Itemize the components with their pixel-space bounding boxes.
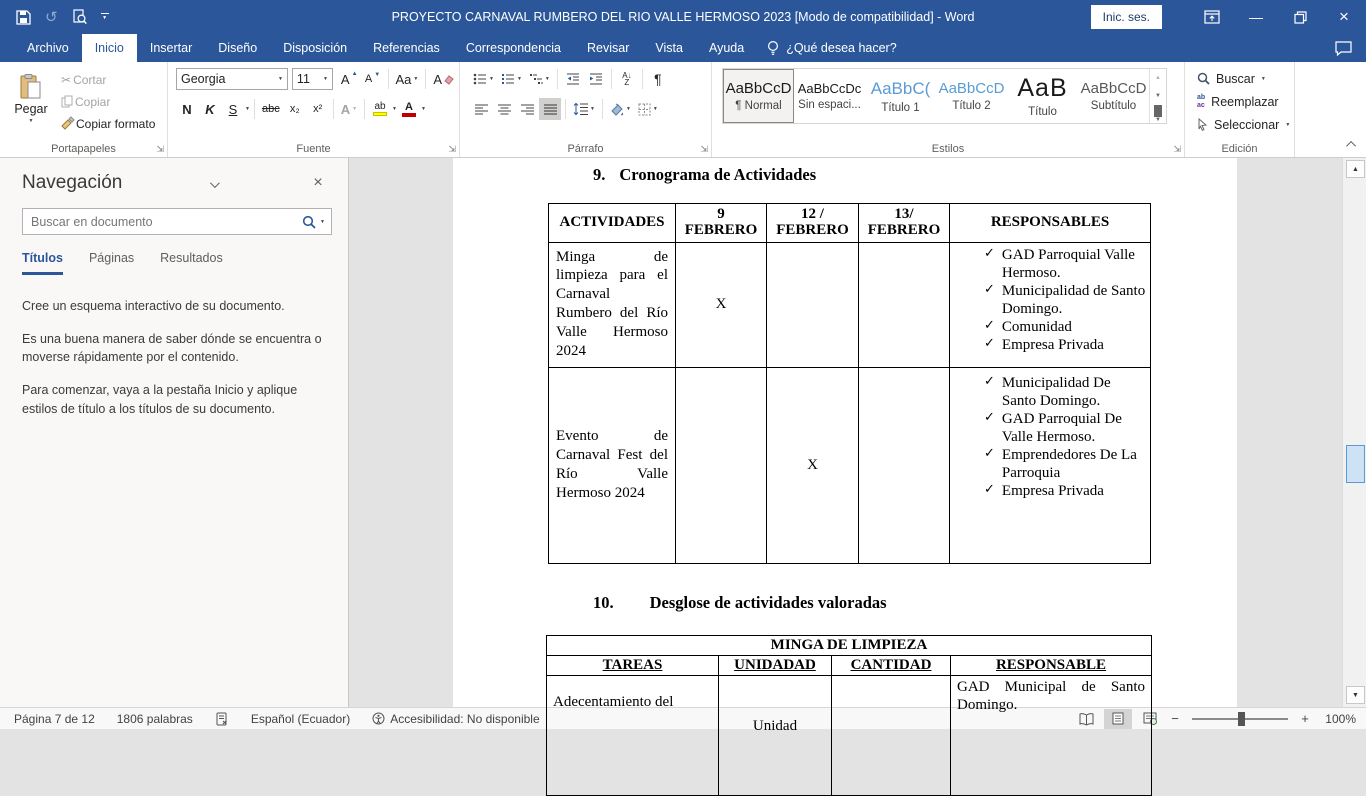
responsable-item: ✓ Comunidad bbox=[950, 318, 1146, 336]
word-count[interactable]: 1806 palabras bbox=[116, 711, 193, 726]
subscript-button[interactable]: x₂ bbox=[289, 103, 300, 115]
group-styles: AaBbCcD ¶ Normal AaBbCcDc Sin espaci... AaBbC( Título 1 AaBbCcD Título 2 AaB Título AaBbCcD Subtítulo ▲ ▼ ▼ Estilos ⇲ bbox=[712, 62, 1185, 157]
align-left-button[interactable] bbox=[470, 98, 492, 120]
line-spacing-icon bbox=[573, 103, 588, 115]
tab-correspondencia[interactable]: Correspondencia bbox=[465, 41, 562, 55]
ribbon-tab-bar bbox=[0, 34, 1366, 62]
underline-dropdown-icon[interactable]: ▼ bbox=[245, 106, 250, 112]
responsables-cell bbox=[950, 367, 1151, 563]
ribbon-display-options-icon[interactable] bbox=[1190, 0, 1234, 34]
tarea-cell: Adecentamiento del bbox=[547, 675, 719, 795]
col-unidadad: UNIDADAD bbox=[719, 655, 832, 675]
activity-cell: Minga de limpieza para el Carnaval Rumbero del Río Valle Hermoso 2024 bbox=[549, 242, 676, 367]
bullet-list-icon bbox=[473, 73, 487, 85]
section-9-heading: 9. Cronograma de Actividades bbox=[593, 165, 817, 184]
nav-hint-2: Es una buena manera de saber dónde se encuentra o moverse rápidamente por el contenido. bbox=[22, 332, 322, 365]
find-button[interactable]: Buscar ▼ bbox=[1197, 68, 1284, 89]
eraser-icon bbox=[444, 74, 454, 84]
copy-icon bbox=[61, 95, 73, 108]
quick-access-toolbar bbox=[0, 8, 200, 26]
tab-revisar[interactable]: Revisar bbox=[587, 41, 630, 55]
font-size-combo[interactable]: 11 ▼ bbox=[292, 68, 333, 90]
vertical-scrollbar[interactable] bbox=[1342, 158, 1366, 707]
font-color-swatch bbox=[402, 113, 416, 117]
minga-title: MINGA DE LIMPIEZA bbox=[547, 635, 1152, 655]
shading-button[interactable]: ▼ bbox=[607, 98, 634, 120]
group-font: Georgia ▼ 11 ▼ A ▲ A ▼ Aa ▼ A N K S ▼ abc x₂ x² A ▼ ab ▼ A ▼ Fuente ⇲ bbox=[168, 62, 460, 157]
col-responsable: RESPONSABLE bbox=[951, 655, 1152, 675]
table-row bbox=[547, 675, 1152, 795]
indent-icon bbox=[589, 73, 603, 85]
feb12-cell bbox=[767, 242, 859, 367]
tab-diseno[interactable]: Diseño bbox=[218, 41, 258, 55]
clipboard-icon bbox=[19, 74, 43, 100]
tab-insertar[interactable]: Insertar bbox=[149, 41, 193, 55]
replace-button[interactable]: ab ac Reemplazar bbox=[1197, 94, 1279, 109]
group-paragraph: ▼ ▼ ▼ A↓ Z ¶ ▼ ▼ ▼ Párrafo ⇲ bbox=[460, 62, 712, 157]
paint-bucket-icon bbox=[610, 103, 624, 116]
replace-icon: ab ac bbox=[1197, 94, 1206, 109]
select-button[interactable]: Seleccionar ▼ bbox=[1197, 114, 1284, 135]
format-painter-icon bbox=[61, 117, 74, 130]
multilevel-list-button[interactable]: ▼ bbox=[526, 68, 553, 90]
align-right-button[interactable] bbox=[516, 98, 538, 120]
table-header-row bbox=[549, 204, 1151, 243]
table-title-row bbox=[547, 635, 1152, 655]
cantidad-cell bbox=[832, 675, 951, 795]
title-bar bbox=[0, 0, 1366, 34]
cursor-arrow-icon bbox=[1197, 118, 1208, 131]
style-titulo-2[interactable]: AaBbCcD Título 2 bbox=[938, 80, 1005, 112]
strikethrough-button[interactable]: abc bbox=[261, 103, 280, 115]
navigation-options-chevron-icon[interactable] bbox=[199, 176, 227, 191]
show-marks-button[interactable]: ¶ bbox=[654, 71, 662, 87]
tab-vista[interactable]: Vista bbox=[655, 41, 683, 55]
cut-button[interactable]: ✂ Cortar bbox=[61, 72, 107, 87]
tab-disposicion[interactable]: Disposición bbox=[283, 41, 348, 55]
print-preview-icon[interactable] bbox=[72, 9, 87, 25]
close-button[interactable]: × bbox=[1339, 7, 1349, 26]
document-search-box[interactable] bbox=[22, 208, 332, 235]
font-dialog-launcher-icon[interactable]: ⇲ bbox=[448, 144, 456, 154]
styles-dialog-launcher-icon[interactable]: ⇲ bbox=[1173, 144, 1181, 154]
format-painter-button[interactable]: Copiar formato bbox=[58, 113, 158, 134]
col-actividades: ACTIVIDADES bbox=[549, 204, 676, 243]
scissors-icon: ✂ bbox=[61, 72, 72, 87]
ribbon bbox=[0, 62, 1366, 158]
feb9-cell: X bbox=[676, 242, 767, 367]
zoom-slider-thumb[interactable] bbox=[1238, 712, 1245, 726]
styles-scroll-up-icon[interactable]: ▲ bbox=[1155, 75, 1161, 81]
section-10-heading: 10. Desglose de actividades valoradas bbox=[593, 592, 887, 612]
search-icon bbox=[302, 215, 316, 229]
desglose-table[interactable] bbox=[546, 635, 1152, 796]
borders-button[interactable]: ▼ bbox=[635, 98, 661, 120]
responsable-cell: GAD Municipal de Santo Domingo. bbox=[951, 675, 1152, 795]
feb13-cell bbox=[859, 367, 950, 563]
col-tareas: TAREAS bbox=[547, 655, 719, 675]
font-color-dropdown-icon[interactable]: ▼ bbox=[421, 106, 426, 112]
col-12-febrero: 12 / FEBRERO bbox=[767, 204, 859, 243]
highlight-color-swatch bbox=[373, 112, 387, 116]
col-responsables: RESPONSABLES bbox=[950, 204, 1151, 243]
unidad-cell: Unidad bbox=[719, 675, 832, 795]
clipboard-dialog-launcher-icon[interactable]: ⇲ bbox=[156, 144, 164, 154]
text-effects-button[interactable]: A ▼ bbox=[340, 101, 358, 117]
proofing-icon[interactable] bbox=[215, 712, 229, 726]
undo-icon[interactable]: ↺ bbox=[45, 9, 58, 26]
superscript-button[interactable]: x² bbox=[313, 103, 323, 115]
highlight-dropdown-icon[interactable]: ▼ bbox=[392, 106, 397, 112]
increase-indent-button[interactable] bbox=[585, 68, 607, 90]
responsable-item: ✓ GAD Parroquial De Valle Hermoso. bbox=[950, 410, 1146, 446]
scrollbar-thumb[interactable] bbox=[1346, 445, 1365, 483]
search-icon bbox=[1197, 72, 1210, 85]
align-center-icon bbox=[498, 104, 511, 115]
font-family-combo[interactable]: Georgia ▼ bbox=[176, 68, 288, 90]
responsable-item: ✓ GAD Parroquial Valle Hermoso. bbox=[950, 246, 1146, 282]
table-header-row bbox=[547, 655, 1152, 675]
table-row bbox=[549, 242, 1151, 367]
paste-button[interactable]: Pegar ▼ bbox=[4, 66, 58, 132]
collapse-ribbon-icon[interactable] bbox=[1349, 135, 1356, 153]
window-title: PROYECTO CARNAVAL RUMBERO DEL RIO VALLE HERMOSO 2023 [Modo de compatibilidad] - Word bbox=[391, 10, 975, 24]
save-icon[interactable] bbox=[16, 10, 31, 25]
font-color-button[interactable]: A bbox=[398, 98, 420, 120]
responsable-item: ✓ Empresa Privada bbox=[950, 482, 1146, 500]
multilevel-list-icon bbox=[529, 73, 543, 85]
nav-tab-paginas[interactable]: Páginas bbox=[88, 251, 135, 265]
styles-scroll-down-icon[interactable]: ▼ bbox=[1155, 93, 1161, 99]
tab-ayuda[interactable]: Ayuda bbox=[708, 41, 745, 55]
highlight-button[interactable]: ab bbox=[369, 98, 391, 120]
align-right-icon bbox=[521, 104, 534, 115]
bullets-button[interactable]: ▼ bbox=[470, 68, 497, 90]
styles-more-icon[interactable]: ▼ bbox=[1150, 105, 1166, 123]
navigation-title: Navegación bbox=[22, 172, 123, 193]
page-indicator[interactable]: Página 7 de 12 bbox=[14, 711, 95, 726]
sort-button[interactable]: A↓ Z bbox=[622, 70, 632, 87]
activity-cell: Evento de Carnaval Fest del Río Valle Hermoso 2024 bbox=[549, 367, 676, 563]
align-center-button[interactable] bbox=[493, 98, 515, 120]
responsable-item: ✓ Municipalidad De Santo Domingo. bbox=[950, 374, 1146, 410]
change-case-button[interactable]: Aa ▼ bbox=[395, 71, 419, 87]
justify-icon bbox=[544, 104, 557, 115]
group-clipboard: Pegar ▼ ✂ Cortar Copiar Copiar formato Portapapeles ⇲ bbox=[0, 62, 168, 157]
language-indicator[interactable]: Español (Ecuador) bbox=[250, 711, 351, 726]
sign-in-button[interactable]: Inic. ses. bbox=[1091, 5, 1162, 29]
table-row bbox=[549, 367, 1151, 563]
lightbulb-icon bbox=[767, 40, 779, 56]
accessibility-status[interactable]: Accesibilidad: No disponible bbox=[372, 712, 539, 726]
grow-font-button[interactable]: A ▲ bbox=[340, 71, 358, 87]
align-left-icon bbox=[475, 104, 488, 115]
accessibility-icon bbox=[372, 712, 385, 725]
qat-customize-icon[interactable]: ▼ bbox=[101, 13, 109, 21]
style-titulo-1[interactable]: AaBbC( Título 1 bbox=[870, 78, 931, 114]
nav-hint-3: Para comenzar, vaya a la pestaña Inicio y aplique estilos de título a los títulos de su documento. bbox=[22, 383, 298, 416]
nav-tab-titulos[interactable]: Títulos bbox=[22, 251, 63, 275]
minimize-button[interactable]: — bbox=[1249, 9, 1263, 25]
col-cantidad: CANTIDAD bbox=[832, 655, 951, 675]
shrink-font-button[interactable]: A ▼ bbox=[364, 72, 381, 85]
decrease-indent-button[interactable] bbox=[562, 68, 584, 90]
outdent-icon bbox=[566, 73, 580, 85]
italic-button[interactable]: K bbox=[205, 101, 215, 117]
col-13-febrero: 13/ FEBRERO bbox=[859, 204, 950, 243]
cronograma-table[interactable] bbox=[548, 203, 1151, 564]
tab-archivo[interactable]: Archivo bbox=[27, 41, 69, 55]
zoom-out-icon[interactable]: − bbox=[1171, 711, 1179, 726]
search-dropdown-icon[interactable]: ▼ bbox=[320, 218, 325, 225]
line-spacing-button[interactable]: ▼ bbox=[570, 98, 598, 120]
zoom-slider[interactable] bbox=[1192, 718, 1288, 720]
style-subtitulo[interactable]: AaBbCcD Subtítulo bbox=[1080, 80, 1147, 112]
style-normal[interactable]: AaBbCcD ¶ Normal bbox=[723, 69, 794, 123]
tell-me-box[interactable]: ¿Qué desea hacer? bbox=[757, 34, 907, 62]
responsable-item: ✓ Municipalidad de Santo Domingo. bbox=[950, 282, 1146, 318]
responsable-item: ✓ Empresa Privada bbox=[950, 336, 1146, 354]
feb9-cell bbox=[676, 367, 767, 563]
numbered-list-icon bbox=[501, 73, 515, 85]
nav-tab-resultados[interactable]: Resultados bbox=[160, 251, 223, 265]
group-editing: Buscar ▼ ab ac Reemplazar Seleccionar ▼ Edición bbox=[1185, 62, 1295, 157]
zoom-in-icon[interactable]: + bbox=[1301, 711, 1309, 726]
restore-button[interactable] bbox=[1278, 0, 1322, 34]
underline-button[interactable]: S bbox=[228, 101, 238, 117]
paragraph-dialog-launcher-icon[interactable]: ⇲ bbox=[700, 144, 708, 154]
zoom-level[interactable]: 100% bbox=[1325, 711, 1356, 726]
tab-inicio[interactable]: Inicio bbox=[82, 34, 137, 62]
scroll-up-icon[interactable]: ▲ bbox=[1346, 160, 1365, 178]
navigation-close-icon[interactable]: × bbox=[313, 174, 323, 191]
scroll-down-icon[interactable]: ▼ bbox=[1346, 686, 1365, 704]
clear-formatting-button[interactable]: A bbox=[430, 68, 457, 90]
copy-button[interactable]: Copiar bbox=[58, 91, 158, 112]
numbering-button[interactable]: ▼ bbox=[498, 68, 525, 90]
justify-button[interactable] bbox=[539, 98, 561, 120]
bold-button[interactable]: N bbox=[182, 101, 192, 117]
search-input[interactable] bbox=[31, 215, 302, 229]
tab-referencias[interactable]: Referencias bbox=[373, 41, 440, 55]
col-9-febrero: 9 FEBRERO bbox=[676, 204, 767, 243]
paste-dropdown-icon[interactable]: ▼ bbox=[28, 118, 34, 124]
style-sin-espaciado[interactable]: AaBbCcDc Sin espaci... bbox=[797, 81, 862, 111]
nav-hint-1: Cree un esquema interactivo de su documento. bbox=[22, 299, 285, 313]
navigation-pane bbox=[0, 158, 349, 707]
feb12-cell: X bbox=[767, 367, 859, 563]
styles-gallery bbox=[722, 68, 1167, 124]
responsable-item: ✓ Emprendedores De La Parroquia bbox=[950, 446, 1146, 482]
responsables-cell bbox=[950, 242, 1151, 367]
feedback-icon[interactable] bbox=[1335, 41, 1352, 56]
feb13-cell bbox=[859, 242, 950, 367]
style-titulo[interactable]: AaB Título bbox=[1017, 74, 1068, 118]
borders-icon bbox=[638, 103, 651, 116]
